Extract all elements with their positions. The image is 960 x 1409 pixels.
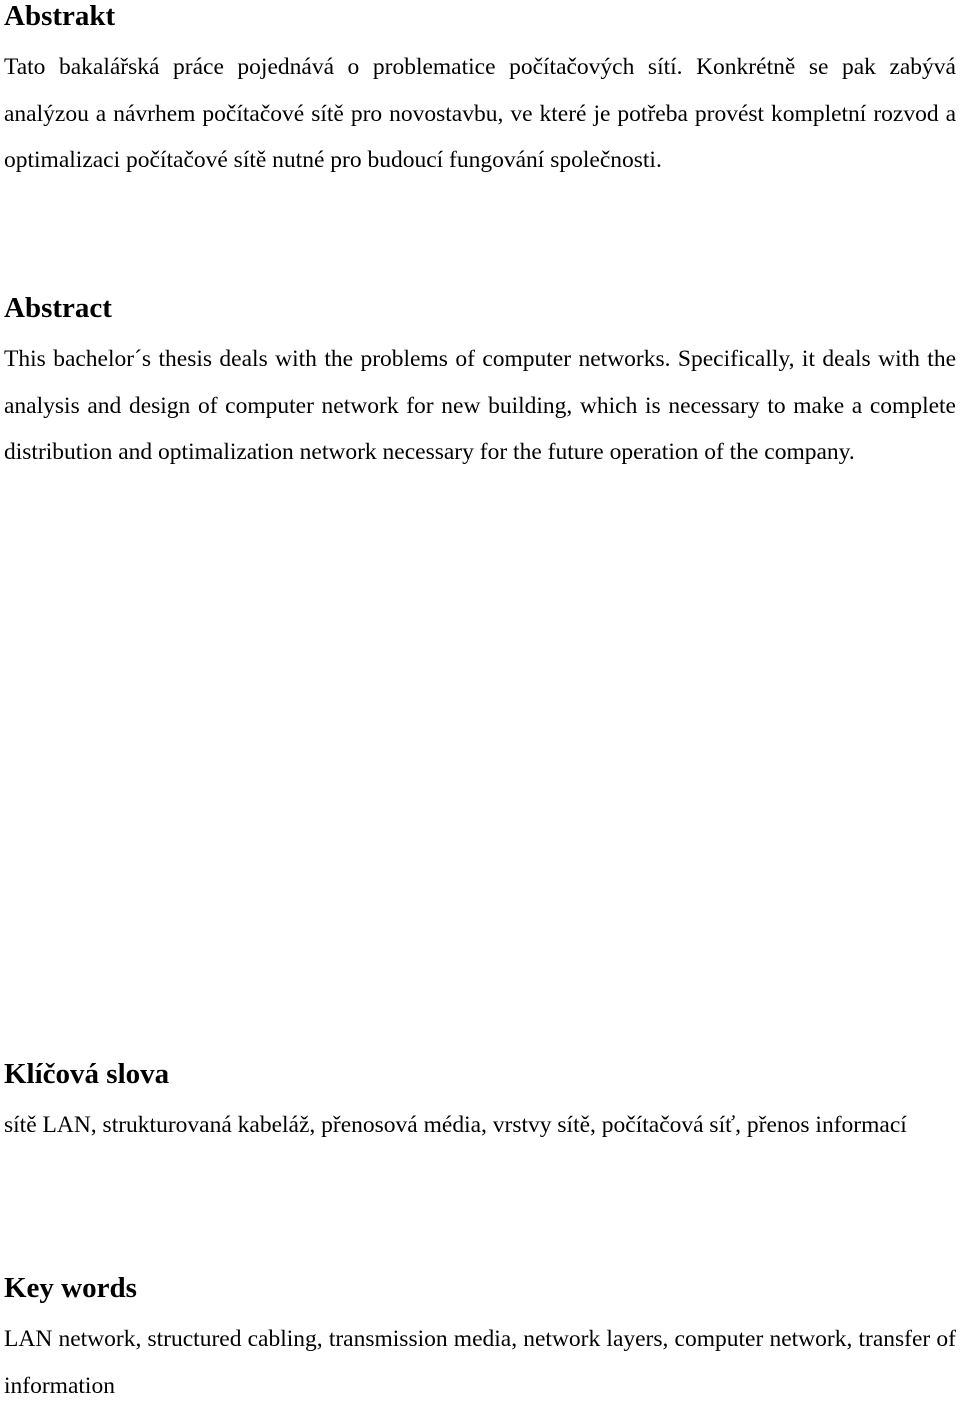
abstrakt-section	[4, 0, 956, 184]
abstrakt-heading: Abstrakt	[4, 0, 116, 32]
key-words-heading: Key words	[4, 1272, 137, 1304]
key-words-section	[4, 1272, 956, 1409]
abstrakt-text: Tato bakalářská práce pojednává o problematice počítačových sítí. Konkrétně se pak zabývá analýzou a návrhem počítačové sítě pro novostavbu, ve které je potřeba provést kompletní rozvod a optimalizaci počítačové sítě nutné pro budoucí fungování společnosti.	[4, 54, 956, 173]
abstract-heading: Abstract	[4, 292, 112, 324]
klicova-slova-text: sítě LAN, strukturovaná kabeláž, přenosová média, vrstvy sítě, počítačová síť, přenos informací	[4, 1112, 907, 1138]
klicova-slova-heading: Klíčová slova	[4, 1058, 170, 1090]
abstract-section	[4, 292, 956, 476]
klicova-slova-section	[4, 1058, 956, 1149]
key-words-text: LAN network, structured cabling, transmission media, network layers, computer network, transfer of information	[4, 1326, 956, 1399]
abstract-text: This bachelor´s thesis deals with the problems of computer networks. Specifically, it deals with the analysis and design of computer network for new building, which is necessary to make a complete distribution and optimalization network necessary for the future operation of the company.	[4, 346, 956, 465]
